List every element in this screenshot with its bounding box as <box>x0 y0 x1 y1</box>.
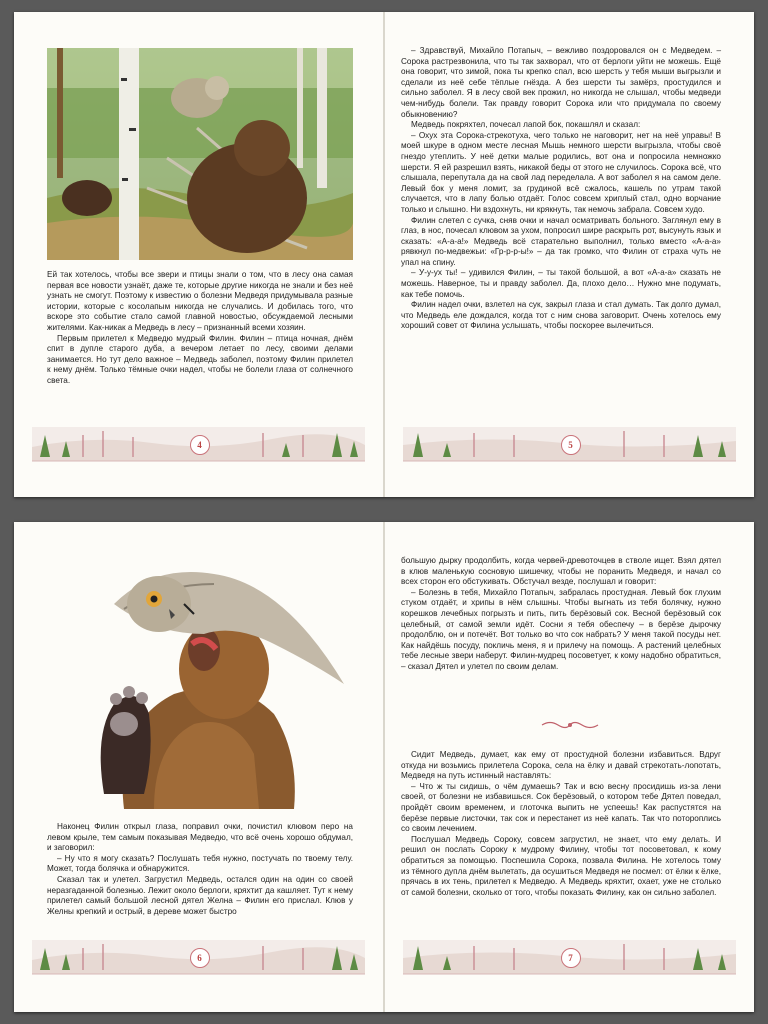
page-4-text <box>47 270 353 387</box>
book-spread-bottom <box>14 522 754 1012</box>
paragraph: Филин надел очки, взлетел на сук, закрыл глаза и стал думать. Так долго думал, что Медведь еле дождался, когда тот с ним снова заговорит. Очень хотелось ему хороший совет от Филина услышать, чтобы поскорее вылечиться. <box>401 300 721 331</box>
paragraph: Наконец Филин открыл глаза, поправил очки, почистил клювом перо на левом крыле, тем самым показывая Медведю, что всё очень хорошо обдумал, и заговорил: <box>47 822 353 853</box>
paragraph: – Здравствуй, Михайло Потапыч, – вежливо поздоровался он с Медведем. – Сорока растрезвонила, что ты так захворал, что от берлоги уйти не можешь. Ещё она говорит, что зимой, пока ты крепко спал, всю шерсть у тебя мыши выгрызли и сделали из неё себе тёплые гнёзда. А без шерсти ты замёрз, простудился и сильно заболел. Я в лесу свой век прожил, но никогда не слышал, чтобы медведи чем-нибудь болели. Так правду говорит Сорока или что придумала по своему обыкновению? <box>401 46 721 119</box>
page-7-text-top <box>401 556 721 673</box>
paragraph: Ей так хотелось, чтобы все звери и птицы знали о том, что в лесу она самая первая все новости узнаёт, даже те, которые другие никогда не знали и без неё узнать не смогут. Поэтому к известию о болезни Медведя придумывала разные истории, которые с косолапым никогда не случались. И добилась того, что вскоре это событие стало самой главной новостью, обсуждаемой лесными жителями. Как-никак а Медведь в лесу – признанный всеми хозяин. <box>47 270 353 332</box>
paragraph: большую дырку продолбить, когда червей-древоточцев в стволе ищет. Взял дятел в клюв маленькую сосновую шишечку, чтобы не поранить Медведя, и начал со всех сторон его обстукивать. Обстучал везде, послушал и говорит: <box>401 556 721 587</box>
page-number: 5 <box>561 435 581 455</box>
footer-landscape <box>32 930 365 982</box>
paragraph: – Охух эта Сорока-стрекотуха, чего только не наговорит, нет на неё управы! В моей шкуре в одном месте лесная Мышь немного шерсти выгрызла, чтобы своё гнездо утеплить. У неё детки малые родились, вот она и попросила немножко шерсти. Я ей разрешил взять, никакой беды от этого не случилось. Сорока всё, что слышала, перепутала да на свой лад переделала. А вот заболел я на самом деле. Левый бок у меня ломит, за грудиной всё сжалось, кашель по утрам такой случается, что в лапу болью отдаёт. Голос совсем хриплый стал, одно ворчание только и слышно. Ни вздохнуть, ни крякнуть, так немочь забрала. Совсем худо. <box>401 130 721 214</box>
page-7-text-bottom <box>401 750 721 898</box>
page-number: 4 <box>190 435 210 455</box>
paragraph: Послушал Медведь Сороку, совсем загрустил, не знает, что ему делать. И решил он послать Сороку к мудрому Филину, чтобы тот посоветовал, к кому обратиться за помощью. Поспешила Сорока, позвала Филина. Не хотелось тому из тёмного дупла днём вылетать, да осушиться Медведя не посмел: от ёлки к ёлке, прячась в их тень, прилетел к Медведю. А Медведь кряхтит, охает, уже не столько от самой болезни, сколько от того, чтобы показать Филину, как он сильно заболел. <box>401 834 721 897</box>
paragraph: Филин слетел с сучка, сняв очки и начал осматривать больного. Заглянул ему в глаз, в нос, почесал клювом за ухом, попросил шире раскрыть рот, высунуть язык и сказать: «А-а-а!» Медведь всё старательно выполнил, только вместо «А-а-а» рявкнул по-медвежьи: «Гр-р-р-ы!» – да так громко, что Филин от страха чуть не упал на спину. <box>401 215 721 267</box>
paragraph: Сидит Медведь, думает, как ему от простудной болезни избавиться. Вдруг откуда ни возьмись прилетела Сорока, села на ёлку и давай стрекотать-лопотать, Медведя на путь истинный наставлять: <box>401 750 721 781</box>
paragraph: Медведь покряхтел, почесал лапой бок, покашлял и сказал: <box>411 120 641 130</box>
page-number: 7 <box>561 948 581 968</box>
page-number: 6 <box>190 948 210 968</box>
paragraph: Сказал так и улетел. Загрустил Медведь, остался один на один со своей неразгаданной болезнью. Лежит около берлоги, кряхтит да кашляет. Тут к нему прилетел самый большой лесной дятел Желна – Филин его прислал. Клюв у Желны крепкий и острый, в дереве может быстро <box>47 874 353 916</box>
paragraph: – У-у-ух ты! – удивился Филин, – ты такой большой, а вот «А-а-а» сказать не можешь. Наверное, ты и правду заболел. Да, плохо дело… Нужно мне подумать, как тебе помочь. <box>401 268 721 299</box>
page-6 <box>14 522 383 1012</box>
book-spread-top <box>14 12 754 497</box>
footer-landscape <box>403 417 736 469</box>
page-5-text <box>401 46 721 332</box>
footer-landscape <box>403 930 736 982</box>
decorative-ornament-icon <box>540 720 600 730</box>
page-5 <box>385 12 754 497</box>
page-4 <box>14 12 383 497</box>
paragraph: – Болезнь в тебя, Михайло Потапыч, забралась простудная. Левый бок глухим стуком отдаёт, и хрипы в нём слышны. Чтобы выгнать из тебя болячку, нужно корешков лечебных погрызть и пить, пить берёзовый сок. Весной берёзовый сок целебный, от самой земли идёт. Сосни я тебя обеспечу – в берёзе дырочку продолблю, он и потечёт. Вот только во что сок набрать? У меня такой посуды нет. Как найдёшь посуду, покличь меня, я и прилечу на помощь. А растений целебных тебе лесные звери наберут. Филин-мудрец посоветует, к кому надобно обратиться, – сказал Дятел и улетел по своим делам. <box>401 587 721 671</box>
page-6-text <box>47 822 353 917</box>
page-7 <box>385 522 754 1012</box>
illustration-owl-on-bear-head <box>84 564 344 809</box>
paragraph: – Ну что я могу сказать? Послушать тебя нужно, постучать по твоему телу. Может, тогда болячка и обнаружится. <box>47 853 353 874</box>
paragraph: Первым прилетел к Медведю мудрый Филин. Филин – птица ночная, днём спит в дупле старого дуба, а вечером летает по лесу, своими делами занимается. Но тут дело важное – Медведь заболел, поэтому Филин прилетел к нему днём. Только тёмные очки надел, чтобы не болели глаза от солнечного света. <box>47 333 353 385</box>
illustration-bear-and-owl-in-forest <box>47 48 353 260</box>
paragraph: – Что ж ты сидишь, о чём думаешь? Так и всю весну просидишь из-за лени своей, от болезни не избавишься. Сок берёзовый, о котором тебе Дятел поведал, пройдёт своим временем, и глоточка выпить не успеешь! Как распустятся на берёзе первые листочки, так сок и перестанет из неё капать. Так что потороплись со своим лечением. <box>401 781 721 834</box>
footer-landscape <box>32 417 365 469</box>
